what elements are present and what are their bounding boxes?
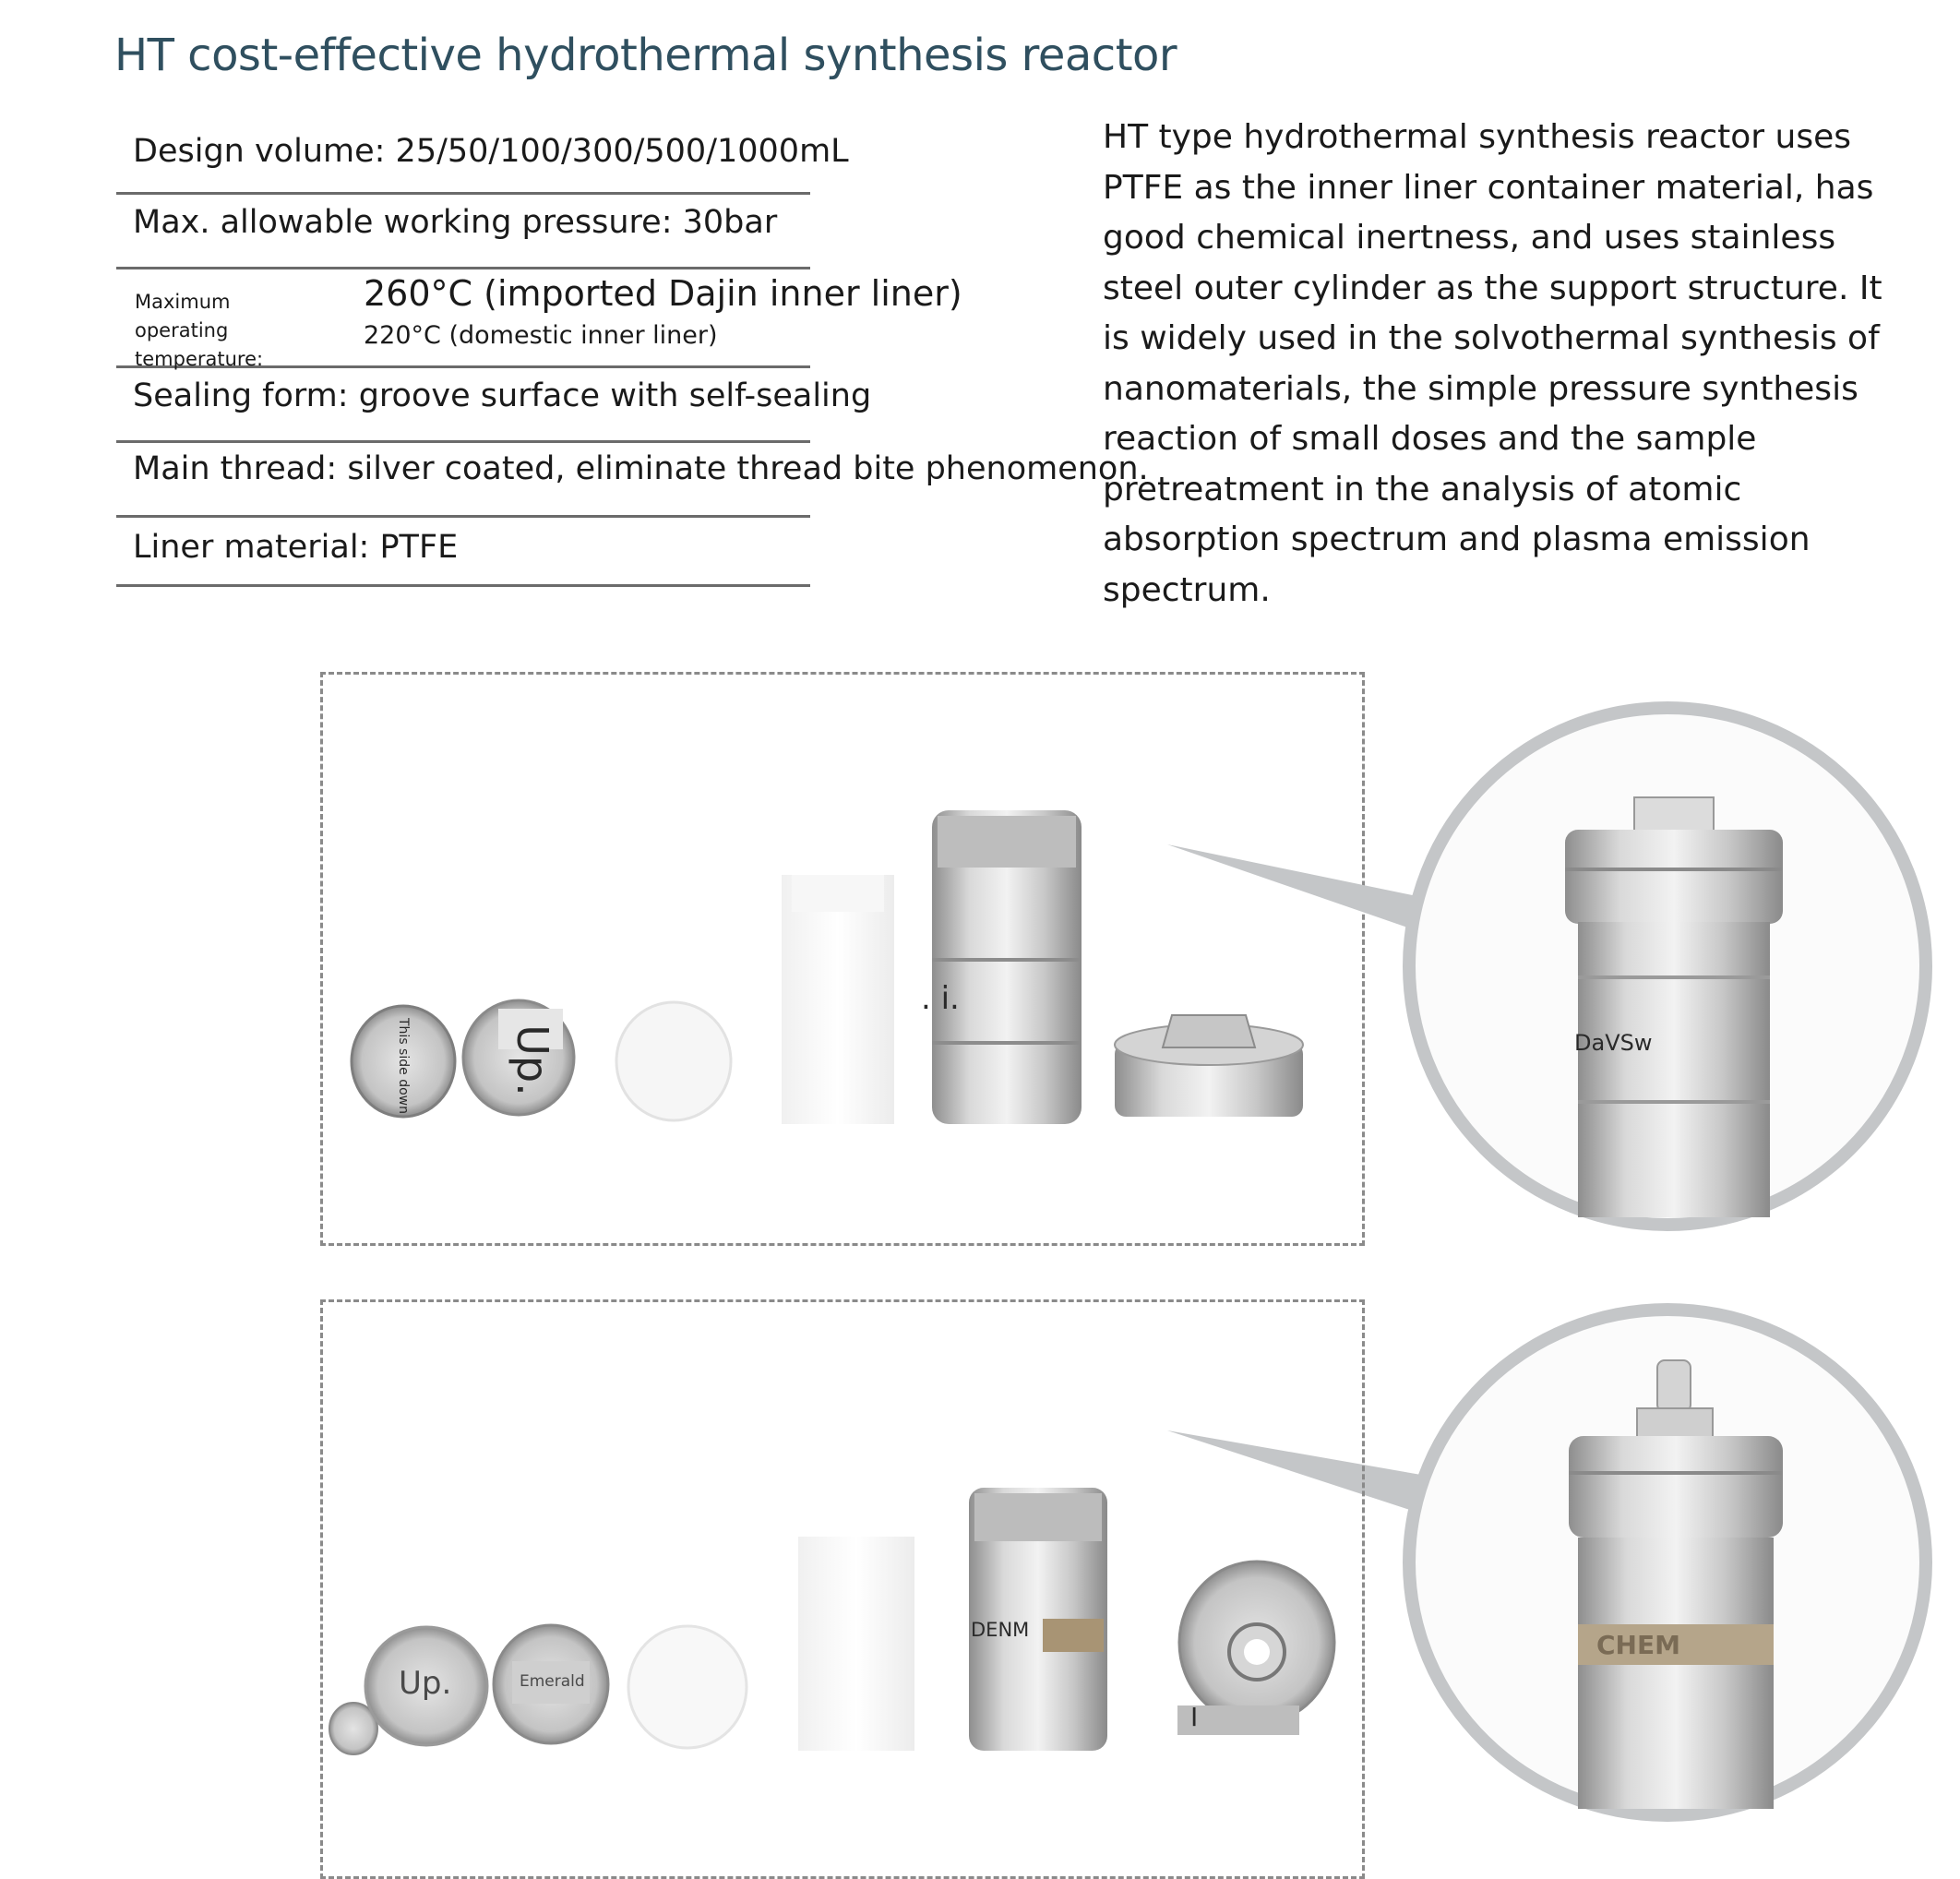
disc-label-emerald: Emerald (520, 1672, 585, 1691)
spec-text: Max. allowable working pressure: 30bar (133, 204, 778, 241)
reactor-zoom-bottom (1416, 1316, 1919, 1809)
reactor-lid-nut (1163, 1015, 1255, 1047)
spec-text: Liner material: PTFE (133, 529, 459, 566)
product-description: HT type hydrothermal synthesis reactor uses PTFE as the inner liner container material, has good chemical inertness, and uses stainless steel outer cylinder as the support structure. It is widely used in the solvothermal synthesis of nanomaterials, the simple pressure synthesis reaction of small doses and the sample pretreatment in the analysis of atomic absorption spectrum and plasma emission spectrum. (1103, 118, 1882, 609)
disc-label-up: Up. (507, 1024, 557, 1096)
spec-value-imported: 260°C (imported Dajin inner liner) (364, 273, 962, 314)
zoom-circle-bottom (1403, 1303, 1932, 1822)
product-frame-bottom (320, 1299, 1365, 1879)
ptfe-disc (616, 1002, 731, 1120)
spec-text: Sealing form: groove surface with self-sealing (133, 377, 872, 414)
spec-label: Maximum operating temperature: (135, 291, 264, 370)
zoom-mark-bottom: CHEM (1596, 1630, 1680, 1660)
body-mark: . i. (921, 980, 960, 1017)
spec-text: Design volume: 25/50/100/300/500/1000mL (133, 133, 849, 170)
callout-pointer-top (1167, 844, 1421, 932)
reactor-zoom-top (1416, 714, 1919, 1218)
spec-text: Main thread: silver coated, eliminate thread bite phenomenon. (133, 450, 1149, 487)
disc-label-this-side-down: This side down (396, 1018, 411, 1114)
ptfe-liner (782, 875, 894, 1124)
body-mark-2: DENM (971, 1619, 1030, 1641)
zoom-mark-top: DaVSw (1574, 1030, 1653, 1056)
page-title: HT cost-effective hydrothermal synthesis reactor (114, 30, 1177, 81)
ptfe-liner-neck (792, 875, 884, 912)
zoom-circle-top (1403, 701, 1932, 1231)
lid-mark: I (1190, 1702, 1199, 1732)
disc-label-up-2: Up. (399, 1665, 452, 1702)
spec-value-domestic: 220°C (domestic inner liner) (364, 321, 718, 350)
reactor-thread (938, 816, 1076, 868)
